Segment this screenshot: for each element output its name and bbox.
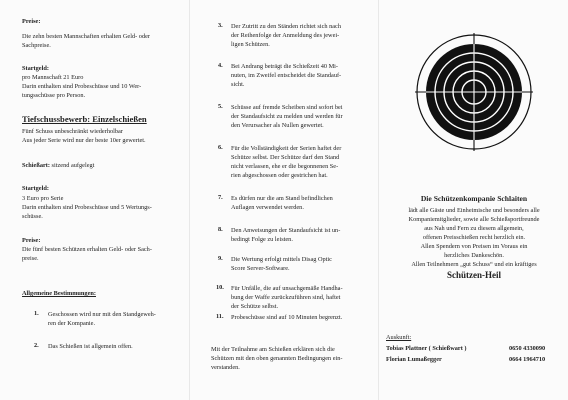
rule-line: der Schütze selbst. [231,303,279,310]
invitation-line: Allen Spendern von Preisen im Voraus ein [420,243,528,250]
invitation-line: aus Nah und Fern zu diesem allgemein, [424,225,524,232]
rule-line: rien abgeschossen oder gestrichen hat. [231,172,328,179]
footer-line: Schützen mit den oben genannten Bedingungen ein- [211,355,343,362]
rule-line: den Verursacher als Nullen gewertet. [231,122,324,129]
rule-line: ren der Kompanie. [48,320,96,327]
allgemein-heading: Allgemeine Bestimmungen: [22,290,96,297]
startgeld2-line: Darin enthalten sind Probeschüsse und 5 Wertungs- [22,204,152,211]
rule-line: Schüsse auf fremde Scheiben sind sofort bei [231,104,343,111]
rule-line: Bei Andrang beträgt die Schießzeit 40 Mi- [231,63,339,70]
contact-name: Florian Lumaßegger [386,356,442,363]
preise2-heading: Preise: [22,237,41,244]
invitation-line: herzliches Dankeschön. [444,252,504,259]
tiefschuss-heading: Tiefschussbewerb: Einzelschießen [22,114,147,124]
rule-number: 10. [216,284,224,291]
preise2-line: preise. [22,255,39,262]
preise-heading: Preise: [22,18,41,25]
rule-number: 7. [218,194,223,201]
rule-number: 11. [216,313,224,320]
rule-number: 1. [34,310,39,317]
auskunft-heading: Auskunft: [386,334,412,341]
startgeld-heading: Startgeld: [22,65,49,72]
tiefschuss-line: Fünf Schuss unbeschränkt wiederholbar [22,128,123,135]
rule-line: ligen Schützen. [231,41,270,48]
footer-line: Mit der Teilnahme am Schießen erklären sich die [211,346,335,353]
preise-line: Sachpreise. [22,42,51,49]
invitation-line: Allen Teilnehmern „gut Schuss“ und ein kräftiges [411,261,537,268]
rule-line: Probeschüsse sind auf 10 Minuten begrenzt. [231,314,343,321]
rule-line: Es dürfen nur die am Stand befindlichen [231,195,333,202]
rule-number: 5. [218,103,223,110]
contact-phone: 0664 1964710 [509,356,546,363]
rule-line: Für die Vollständigkeit der Serien haftet der [231,145,342,152]
rule-line: Geschossen wird nur mit den Standgeweh- [48,311,156,318]
rule-line: Die Wertung erfolgt mittels Disag Optic [231,256,332,263]
rule-line: der Standaufsicht zu melden und werden für [231,113,343,120]
rule-number: 3. [218,22,223,29]
footer-line: verstanden. [211,364,240,371]
startgeld-line: pro Mannschaft 21 Euro [22,74,84,81]
rule-number: 6. [218,144,223,151]
column-left [0,0,189,400]
tiefschuss-line: Aus jeder Serie wird nur der beste 10er gewertet. [22,137,146,144]
invitation-line: offenen Preisschießen recht herzlich ein. [422,234,526,241]
flyer-title: Die Schützenkompanie Schlaiten [420,194,528,203]
contact-phone: 0650 4330090 [509,345,546,352]
rule-line: Schütze selbst. Der Schütze darf den Stand [231,154,340,161]
rule-line: nuten, im Zweifel entscheidet die Standauf- [231,72,342,79]
rule-line: Auflagen verwendet werden. [231,204,304,211]
rule-line: der Reihenfolge der Anmeldung des jewei- [231,32,340,39]
rule-line: Für Unfälle, die auf unsachgemäße Handha- [231,285,343,292]
rule-line: bung der Waffe zurückzuführen sind, haftet [231,294,341,301]
preise-line: Die zehn besten Mannschaften erhalten Geld- oder [22,33,150,40]
rule-number: 4. [218,62,223,69]
startgeld-line: tungsschüsse pro Person. [22,92,86,99]
rule-line: bedingt Folge zu leisten. [231,236,293,243]
column-middle [189,0,379,400]
rule-number: 2. [34,342,39,349]
preise2-line: Die fünf besten Schützen erhalten Geld- oder Sach- [22,246,152,253]
schiessart-text: Schießart: sitzend aufgelegt [22,162,95,169]
rule-line: Der Zutritt zu den Ständen richtet sich nach [231,23,341,30]
startgeld2-heading: Startgeld: [22,185,49,192]
rule-number: 9. [218,255,223,262]
invitation-line: Kompaniemitglieder, sowie alle Schießsportfreunde [408,216,540,223]
rule-number: 8. [218,226,223,233]
rule-line: Das Schießen ist allgemein offen. [48,343,133,350]
startgeld2-line: 3 Euro pro Serie [22,195,64,202]
startgeld-line: Darin enthalten sind Probeschüsse und 10 Wer- [22,83,142,90]
rule-line: Score Server-Software. [231,265,290,272]
contact-name: Tobias Plattner ( Schießwart ) [386,345,467,352]
startgeld2-line: schüsse. [22,213,43,220]
shooting-target-icon [415,33,533,151]
rule-line: nicht verlassen, ehe er die begonnenen Se- [231,163,339,170]
rule-line: sicht. [231,81,245,88]
closing-greeting: Schützen-Heil [447,270,501,280]
rule-line: Den Anweisungen der Standaufsicht ist un- [231,227,341,234]
invitation-line: lädt alle Gäste und Einheimische und besonders alle [408,207,540,214]
